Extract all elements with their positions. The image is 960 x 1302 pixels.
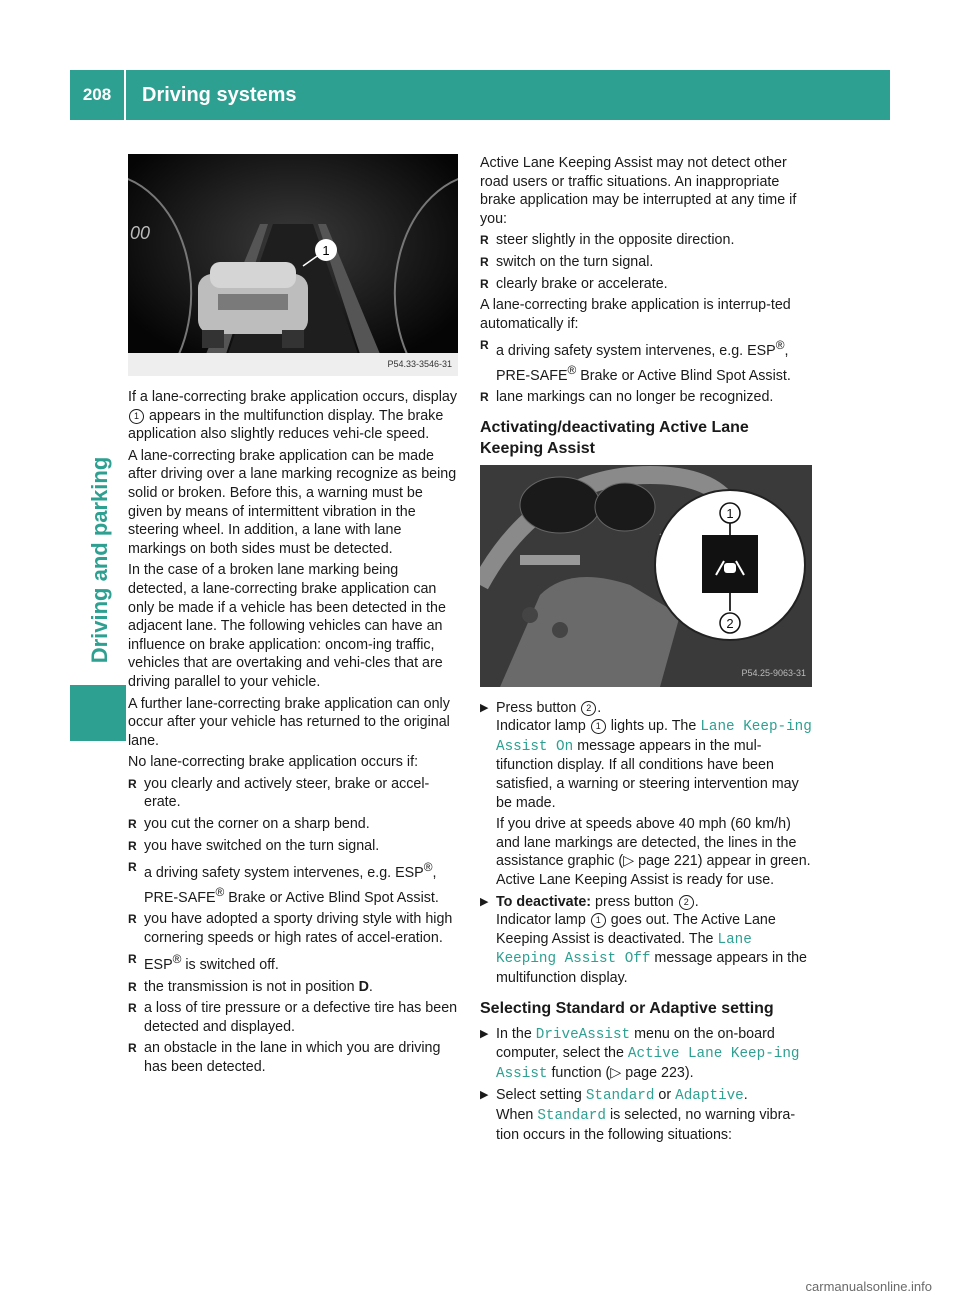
list-item: R a driving safety system intervenes, e.g. ESP®, PRE-SAFE® Brake or Active Blind Spot Assist. (480, 336, 812, 385)
list-item: R switch on the turn signal. (480, 253, 812, 272)
paragraph: A lane-correcting brake application is interrup-ted automatically if: (480, 297, 791, 332)
callout-2: 2 (726, 615, 734, 631)
section-heading: Activating/deactivating Active Lane Keeping Assist (480, 418, 749, 457)
section-tab-label: Driving and parking (87, 456, 112, 664)
action-step: ▶ To deactivate: press button 2 . Indicator lamp 1 goes out. The Active Lane Keeping Assist is deactivated. The Lane Keeping Assist Off message appears in the multifunction display. (480, 893, 812, 988)
paragraph: No lane-correcting brake application occurs if: (128, 754, 419, 771)
list-item: R you have adopted a sporty driving style with high cornering speeds or high rates of accel-eration. (128, 910, 460, 947)
list-item: R lane markings can no longer be recognized. (480, 388, 812, 407)
instrument-cluster-figure (128, 154, 458, 376)
callout-1: 1 (322, 243, 330, 258)
steering-wheel-figure (480, 465, 812, 687)
instrument-cluster-illustration (128, 154, 458, 376)
list-item: R an obstacle in the lane in which you are driving has been detected. (128, 1039, 460, 1076)
list-item: R steer slightly in the opposite direction. (480, 231, 812, 250)
figure-code: P54.33-3546-31 (128, 353, 458, 376)
list-item: R clearly brake or accelerate. (480, 275, 812, 294)
action-step: ▶ Select setting Standard or Adaptive. When Standard is selected, no warning vibra-tion occurs in the following situations: (480, 1086, 812, 1144)
paragraph: If you drive at speeds above 40 mph (60 km/h) and lane markings are detected, the lines in the assistance graphic (▷ page 221) appear in green. Active Lane Keeping Assist is ready for use. (496, 816, 811, 888)
list-item: R ESP® is switched off. (128, 950, 460, 974)
page-number: 208 (70, 70, 126, 120)
steering-wheel-illustration (480, 465, 812, 687)
callout-ref: 1 (129, 409, 144, 424)
svg-text:00: 00 (130, 223, 151, 243)
watermark: carmanualsonline.info (805, 1279, 932, 1294)
paragraph: A further lane-correcting brake application can only occur after your vehicle has returned to the original lane. (128, 695, 450, 749)
right-column (480, 154, 812, 1147)
page-title: Driving systems (142, 84, 297, 106)
paragraph: In the case of a broken lane marking being detected, a lane-correcting brake application can only be made if a vehicle has been detected in the adjacent lane. The following vehicles can have an influence on brake application: oncom-ing traffic, vehicles that are overtaking and vehi-cles that are driving parallel to your vehicle. (128, 562, 446, 690)
list-item: R the transmission is not in position D. (128, 978, 460, 997)
paragraph: If a lane-correcting brake application occurs, display 1 appears in the multifunction display. The brake application also slightly reduces vehi-cle speed. (128, 389, 457, 443)
left-column (128, 154, 460, 1079)
action-step: ▶ In the DriveAssist menu on the on-board computer, select the Active Lane Keep‐ing Assist function (▷ page 223). (480, 1025, 812, 1084)
list-item: R you clearly and actively steer, brake or accel-erate. (128, 775, 460, 812)
paragraph: A lane-correcting brake application can be made after driving over a lane marking recognize as being solid or broken. Before this, a warning must be given by means of intermittent vibration in the steering wheel. In addition, a lane with lane markings on both sides must be detected. (128, 447, 457, 557)
list-item: R you have switched on the turn signal. (128, 837, 460, 856)
section-tab-marker (70, 685, 126, 741)
section-heading: Selecting Standard or Adaptive setting (480, 999, 774, 1017)
list-item: R a loss of tire pressure or a defective tire has been detected and displayed. (128, 999, 460, 1036)
list-item: R a driving safety system intervenes, e.g. ESP®, PRE-SAFE® Brake or Active Blind Spot Assist. (128, 858, 460, 907)
paragraph: Active Lane Keeping Assist may not detect other road users or traffic situations. An inappropriate brake application may be interrupted at any time if you: (480, 155, 797, 227)
figure-code: P54.25-9063-31 (741, 668, 806, 679)
list-item: R you cut the corner on a sharp bend. (128, 815, 460, 834)
action-step: ▶ Press button 2 . Indicator lamp 1 lights up. The Lane Keep‐ing Assist On message appears in the mul-tifunction display. If all conditions have been satisfied, a warning or steering intervention may be made. (480, 699, 812, 813)
callout-1: 1 (726, 505, 734, 521)
